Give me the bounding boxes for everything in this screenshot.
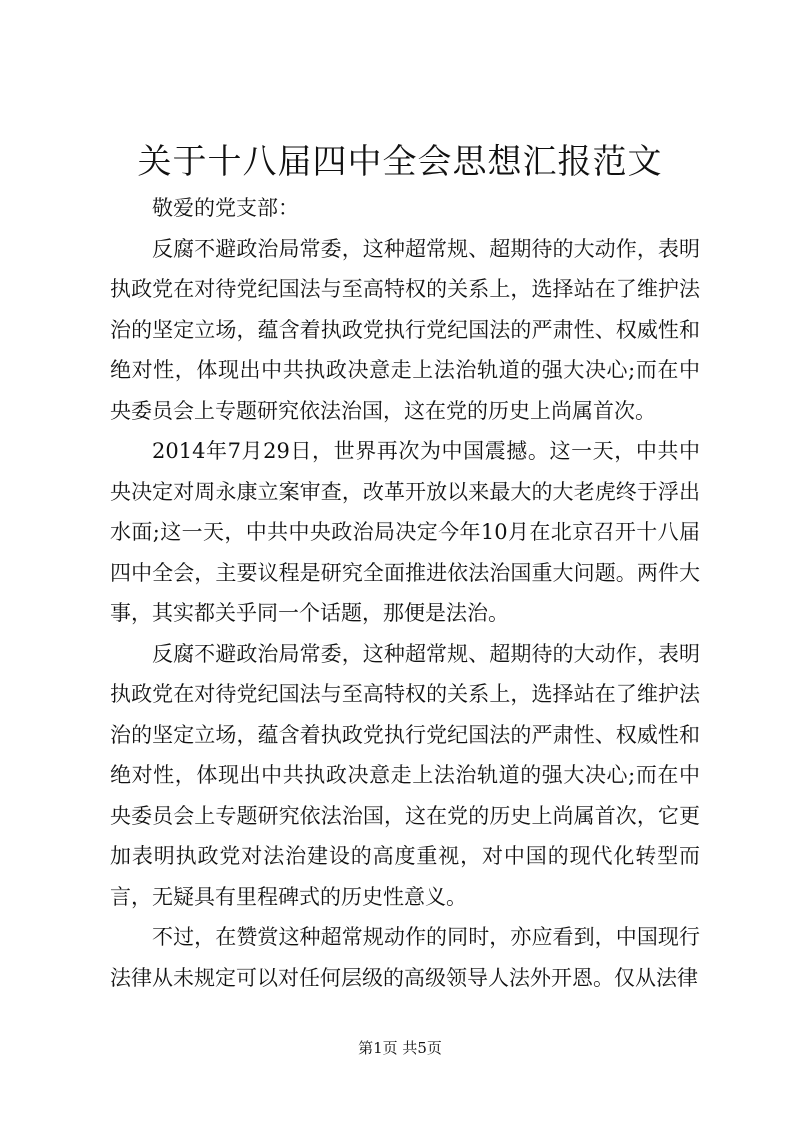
- document-title: 关于十八届四中全会思想汇报范文: [137, 142, 663, 182]
- body-paragraph: 反腐不避政治局常委，这种超常规、超期待的大动作，表明执政党在对待党纪国法与至高特权的关系上，选择站在了维护法治的坚定立场，蕴含着执政党执行党纪国法的严肃性、权威性和绝对性，体现出中共执政决意走上法治轨道的强大决心;而在中央委员会上专题研究依法治国，这在党的历史上尚属首次。: [110, 236, 700, 423]
- document-body: [110, 188, 700, 998]
- body-paragraph: 反腐不避政治局常委，这种超常规、超期待的大动作，表明执政党在对待党纪国法与至高特权的关系上，选择站在了维护法治的坚定立场，蕴含着执政党执行党纪国法的严肃性、权威性和绝对性，体现出中共执政决意走上法治轨道的强大决心;而在中央委员会上专题研究依法治国，这在党的历史上尚属首次，它更加表明执政党对法治建设的高度重视，对中国的现代化转型而言，无疑具有里程碑式的历史性意义。: [110, 641, 700, 909]
- body-paragraph: 不过，在赞赏这种超常规动作的同时，亦应看到，中国现行法律从未规定可以对任何层级的高级领导人法外开恩。仅从法律: [110, 925, 700, 990]
- salutation-paragraph: 敬爱的党支部：: [152, 196, 299, 220]
- page-footer: 第1页 共5页: [358, 1039, 442, 1057]
- body-paragraph: 2014年7月29日，世界再次为中国震撼。这一天，中共中央决定对周永康立案审查，改革开放以来最大的大老虎终于浮出水面;这一天，中共中央政治局决定今年10月在北京召开十八届四中全会，主要议程是研究全面推进依法治国重大问题。两件大事，其实都关乎同一个话题，那便是法治。: [110, 439, 700, 625]
